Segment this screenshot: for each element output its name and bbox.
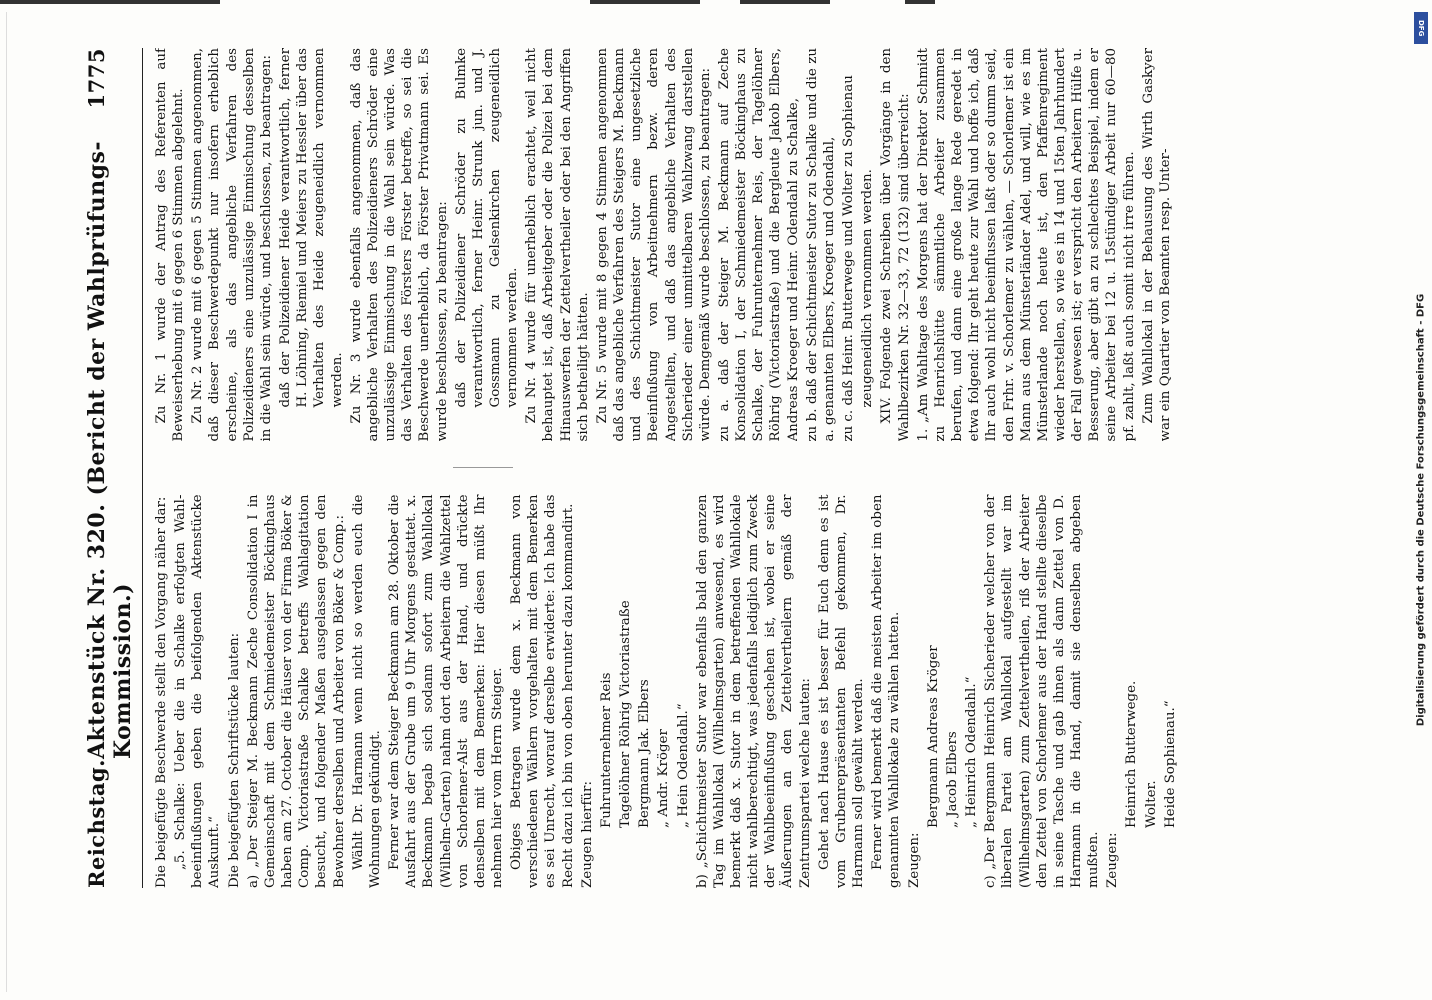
paragraph: a) „Der Steiger M. Beckmann Zeche Consolidation I in Gemeinschaft mit dem Schmiedemeister Böckinghaus haben am 27. October die Häuser von der Firma Böker & Comp. Victoriastraße Schalke betreffs Wahlagitation besucht, und folgender Maßen ausgelassen gegen den Bewohner derselben und Arbeiter von Böker & Comp.: [245, 494, 347, 888]
paragraph: Zu Nr. 2 wurde mit 6 gegen 5 Stimmen angenommen, daß dieser Beschwerdepunkt nur insofern erheblich erscheine, als das angebliche Verfahren des Polizeidieners eine unzulässige Einmischung desselben in die Wahl sein würde, und beschlossen, zu beantragen: [190, 48, 274, 442]
paragraph: Zeugen: [906, 832, 922, 888]
paragraph: zu c. daß Heinr. Butterwege und Wolter zu Sophienau [841, 75, 857, 442]
paragraph: Heinrich Butterwege. [1124, 680, 1140, 828]
paragraph: Ferner wird bemerkt daß die meisten Arbeiter im oben genannten Wahllokale zu wählen hatten. [870, 494, 903, 888]
paragraph: Die beigefügten Schriftstücke lauten: [226, 632, 242, 888]
paragraph: „ Andr. Kröger [656, 729, 672, 828]
right-column [153, 48, 1393, 442]
column-divider [453, 468, 513, 469]
paragraph: Ferner war dem Steiger Beckmann am 28. Oktober die Ausfahrt aus der Grube um 9 Uhr Morgens gestattet. x. Beckmann begab sich sodann sofort zum Wahllokal (Wilhelm-Garten) nahm dort den Arbeitern die Wahlzettel von Schorlemer-Alst aus der Hand, und drückte denselben mit dem Bemerken: Hier diesen müßt Ihr nehmen hier vom Herrn Steiger. [387, 494, 505, 888]
paragraph: zu b. daß der Schichtmeister Sutor zu Schalke und die zu a. genannten Elbers, Kroeger und Odendahl, [804, 48, 837, 442]
paragraph: Zu Nr. 5 wurde mit 8 gegen 4 Stimmen angenommen daß das angebliche Verfahren des Steigers M. Beckmann und des Schichtmeister Sutor eine ungesetzliche Beeinflußung von Arbeitnehmern bezw. deren Angestellten, und daß das angebliche Verhalten des Sicherieder einer unmittelbaren Wahlzwang darstellen würde. Demgemäß wurde beschlossen, zu beantragen: [594, 48, 713, 442]
paragraph: Tagelöhner Röhrig Victoriastraße [618, 600, 634, 828]
paragraph: Wählt Dr. Harmann wenn nicht so werden euch die Wohnungen gekündigt. [350, 494, 383, 888]
paragraph: Heide Sophienau.“ [1162, 700, 1178, 828]
paragraph: Obiges Betragen wurde dem x. Beckmann von verschiedenen Wählern vorgehalten mit dem Bemerken es sei Unrecht, worauf derselbe erwiderte: Ich habe das Recht dazu ich bin von oben herunter dazu kommandirt. [509, 494, 576, 888]
paragraph: b) „Schichtmeister Sutor war ebenfalls bald den ganzen Tag im Wahllokal (Wilhelmsgarten) anwesend, es wird bemerkt daß x. Sutor in dem betreffenden Wahllokale nicht wahlberechtigt, was jedenfalls lediglich zum Zweck der Wahlbeeinflußung geschehen ist, wobei er seine Äußerungen an den Zettelvertheilern gemäß der Zentrumspartei welche lauten: [694, 494, 813, 888]
paragraph: „ Jacob Elbers [944, 731, 960, 828]
paragraph: Fuhrunternehmer Reis [598, 672, 614, 828]
paragraph: c) „Der Bergmann Heinrich Sicherieder welcher von der liberalen Partei am Wahllokal aufgestellt war im (Wilhelmsgarten) zum Zettelvertheilen, riß der Arbeiter den Zettel von Schorlemer aus der Hand stellte dieselbe in seine Tasche und gab ihnen als dann Zettel von D. Harmann in die Hand, damit sie denselben abgeben mußten. [983, 494, 1102, 888]
dfg-logo-icon: DFG [1414, 12, 1428, 44]
dfg-credit-text: Digitalisierung gefördert durch die Deutsche Forschungsgemeinschaft - DFG [1415, 293, 1427, 727]
page-number: 1775 [84, 48, 109, 109]
paragraph: Zeugen hierfür: [579, 781, 595, 888]
paragraph: Zu Nr. 4 wurde für unerheblich erachtet, weil nicht behauptet ist, daß Arbeitgeber oder die Polizei bei dem Hinauswerfen der Zettelvertheiler oder bei den Angriffen sich betheiligt hätten. [524, 48, 591, 442]
paragraph: daß der Polizeidiener Schröder zu Bulmke verantwortlich, ferner Heinr. Strunk jun. und J. Gossmann zu Gelsenkirchen zeugeneidlich vernommen werden. [453, 48, 521, 408]
paragraph: Zu Nr. 3 wurde ebenfalls angenommen, daß das angebliche Verhalten des Polizeidieners Schröder eine unzulässige Einmischung in die Wahl sein würde. Was das Verhalten des Försters Förster betreffe, so sei die Beschwerde unerheblich, da Förster Privatmann sei. Es wurde beschlossen, zu beantragen: [348, 48, 450, 442]
paragraph: „5. Schalke: Ueber die in Schalke erfolgten Wahl-beeinflußungen geben die beifolgenden Aktenstücke Auskunft.“ [173, 494, 223, 888]
paragraph: „ Heinrich Odendahl.“ [964, 676, 980, 828]
header-left: Reichstag. [84, 759, 109, 888]
paragraph: Die beigefügte Beschwerde stellt den Vorgang näher dar: [154, 496, 169, 888]
paragraph: Bergmann Jak. Elbers [637, 679, 653, 828]
paragraph: 1. „Am Wahltage des Morgens hat der Direktor Schmidt zu Henrichshütte sämmtliche Arbeiter zusammen berufen, und dann eine große lange Rede geredet in etwa folgend: Ihr geht heute zur Wahl und hoffe ich, daß Ihr auch wohl nicht beeinflussen laßt oder so dumm seid, den Frhr. v. Schorlemer zu wählen, — Schorlemer ist ein Mann aus dem Münsterländer Adel, und will, wie es im Münsterlande noch heute ist, den Pfaffenregiment wieder herstellen, so wie es in 14 und 15ten Jahrhundert der Fall gewesen ist; er verspricht den Arbeitern Hülfe u. Besserung, aber gibt an zu schlechtes Beispiel, indem er seine Arbeiter bei 12 u. 15stündiger Arbeit nur 60—80 pf. zahlt, laßt auch somit nicht irre führen. [915, 48, 1137, 442]
document-page [66, 18, 1366, 918]
page-header [84, 48, 143, 888]
paragraph: daß der Polizeidiener Heide verantwortlich, ferner H. Löhning, Riemiel und Meiers zu Hessler über das Verhalten des Heide zeugeneidlich vernommen werden. [278, 48, 345, 408]
paragraph: „ Hein Odendahl.“ [675, 703, 691, 828]
paragraph: zu a. daß der Steiger M. Beckmann auf Zeche Konsolidation I, der Schmiedemeister Böckinghaus zu Schalke, der Fuhrunternehmer Reis, der Tagelöhner Röhrig (Victoriastraße) und die Bergleute Jakob Elbers, Andreas Kroeger und Heinr. Odendahl zu Schalke, [717, 48, 801, 442]
paragraph: XIV. Folgende zwei Schreiben über Vorgänge in den Wahlbezirken Nr. 32—33, 72 (132) sind überreicht: [879, 48, 912, 442]
paragraph: Gehet nach Hause es ist besser für Euch denn es ist vom Grubenrepräsentanten Befehl gekommen, Dr. Harmann soll gewählt werden. [816, 494, 867, 888]
paragraph: Bergmann Andreas Kröger [925, 645, 941, 828]
paragraph: Zu Nr. 1 wurde der Antrag des Referenten auf Beweiserhebung mit 6 gegen 6 Stimmen abgelehnt. [154, 48, 187, 442]
header-title: Aktenstück Nr. 320. (Bericht der Wahlprüfungs-Kommission.) [84, 140, 136, 760]
paragraph: zeugeneidlich vernommen werden. [860, 169, 876, 408]
scan-top-marks [0, 0, 1400, 6]
scan-edge-line [6, 12, 7, 992]
dfg-credit-strip [1412, 10, 1430, 990]
paragraph: Zum Wahllokal in der Behausung des Wirth Gaskyer war ein Quartier von Beamten resp. Unter- [1140, 48, 1173, 442]
paragraph: Zeugen: [1105, 832, 1121, 888]
left-column [153, 495, 1393, 889]
paragraph: Wolter. [1143, 780, 1159, 828]
